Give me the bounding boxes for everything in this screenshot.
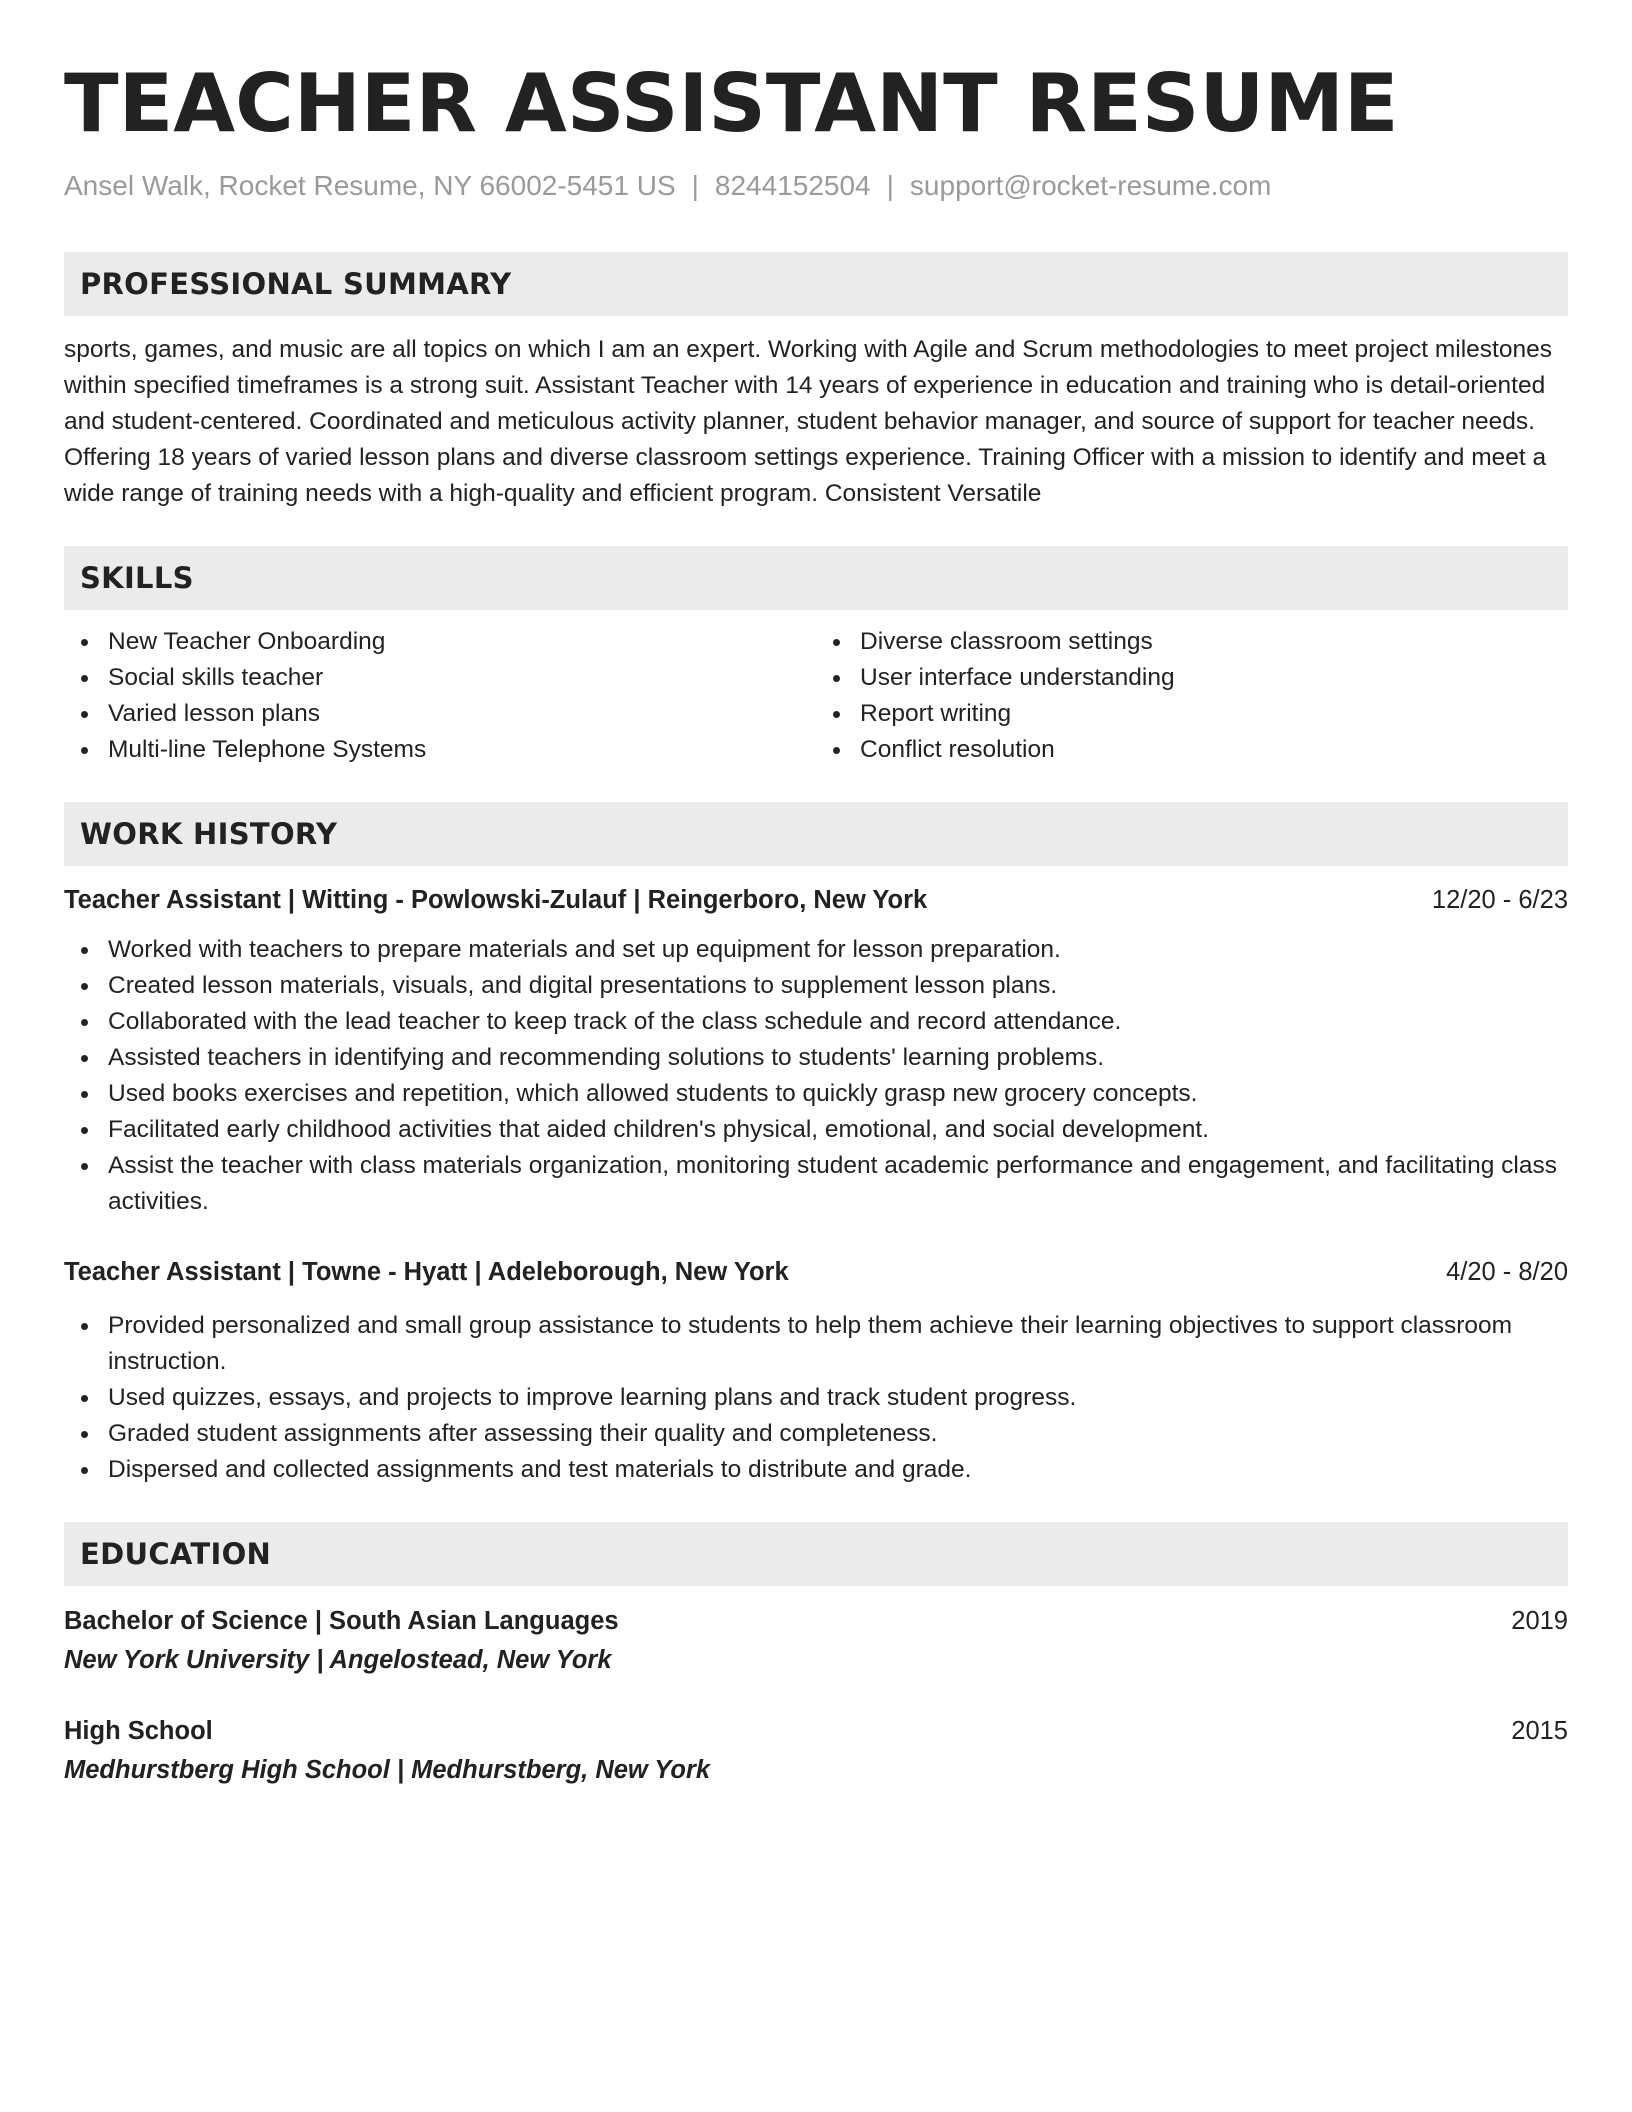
- skills-list-right: [816, 624, 1568, 768]
- job-entry: [64, 882, 1568, 1220]
- contact-separator: |: [691, 170, 699, 201]
- skills-column-right: [816, 624, 1568, 768]
- contact-address: Ansel Walk, Rocket Resume, NY 66002-5451 US: [64, 170, 676, 201]
- resume-title: TEACHER ASSISTANT RESUME: [64, 57, 1399, 150]
- education-year: 2015: [1511, 1717, 1568, 1745]
- skill-item: User interface understanding: [816, 660, 1568, 696]
- skill-item: New Teacher Onboarding: [64, 624, 816, 660]
- skills-column-left: [64, 624, 816, 768]
- skills-list-left: [64, 624, 816, 768]
- job-header: [64, 882, 1568, 918]
- education-header: [64, 1602, 1568, 1640]
- education-year: 2019: [1511, 1607, 1568, 1635]
- education-degree: High School: [64, 1717, 213, 1745]
- job-bullet: Worked with teachers to prepare materials and set up equipment for lesson preparation.: [64, 932, 1568, 968]
- contact-phone: 8244152504: [714, 170, 871, 201]
- contact-line: [64, 168, 1568, 204]
- skill-item: Varied lesson plans: [64, 696, 816, 732]
- education-entry: [64, 1602, 1568, 1680]
- skill-item: Diverse classroom settings: [816, 624, 1568, 660]
- job-bullet: Created lesson materials, visuals, and digital presentations to supplement lesson plans.: [64, 968, 1568, 1004]
- job-bullet: Used quizzes, essays, and projects to improve learning plans and track student progress.: [64, 1380, 1568, 1416]
- education-entry: [64, 1712, 1568, 1790]
- job-dates: 12/20 - 6/23: [1431, 886, 1568, 914]
- skills-grid: [64, 624, 1568, 768]
- job-dates: 4/20 - 8/20: [1446, 1258, 1568, 1286]
- job-bullets: [64, 1308, 1568, 1488]
- job-entry: [64, 1254, 1568, 1488]
- education-school: Medhurstberg High School | Medhurstberg, New York: [64, 1756, 711, 1784]
- section-header-work-history: WORK HISTORY: [64, 802, 1568, 866]
- job-bullet: Provided personalized and small group assistance to students to help them achieve their learning objectives to support classroom instruction.: [64, 1308, 1568, 1380]
- section-header-education: EDUCATION: [64, 1522, 1568, 1586]
- skill-item: Conflict resolution: [816, 732, 1568, 768]
- job-title: Teacher Assistant | Witting - Powlowski-Zulauf | Reingerboro, New York: [64, 886, 928, 914]
- summary-text: sports, games, and music are all topics on which I am an expert. Working with Agile and Scrum methodologies to meet project milestones within specified timeframes is a strong suit. Assistant Teacher with 14 years of experience in education and training who is detail-oriented and student-centered. Coordinated and meticulous activity planner, student behavior manager, and source of support for teacher needs. Offering 18 years of varied lesson plans and diverse classroom settings experience. Training Officer with a mission to identify and meet a wide range of training needs with a high-quality and efficient program. Consistent Versatile: [64, 336, 1552, 507]
- skill-item: Social skills teacher: [64, 660, 816, 696]
- job-bullet: Facilitated early childhood activities that aided children's physical, emotional, and social development.: [64, 1112, 1568, 1148]
- job-bullet: Assisted teachers in identifying and recommending solutions to students' learning problems.: [64, 1040, 1568, 1076]
- education-degree: Bachelor of Science | South Asian Languages: [64, 1607, 619, 1635]
- section-header-summary: PROFESSIONAL SUMMARY: [64, 252, 1568, 316]
- job-bullet: Dispersed and collected assignments and test materials to distribute and grade.: [64, 1452, 1568, 1488]
- skill-item: Multi-line Telephone Systems: [64, 732, 816, 768]
- education-header: [64, 1712, 1568, 1750]
- section-header-skills: SKILLS: [64, 546, 1568, 610]
- contact-separator: |: [886, 170, 894, 201]
- job-bullet: Used books exercises and repetition, which allowed students to quickly grasp new grocery concepts.: [64, 1076, 1568, 1112]
- job-bullet: Assist the teacher with class materials organization, monitoring student academic performance and engagement, and facilitating class activities.: [64, 1148, 1568, 1220]
- contact-email: support@rocket-resume.com: [909, 170, 1272, 201]
- job-title: Teacher Assistant | Towne - Hyatt | Adeleborough, New York: [64, 1258, 789, 1286]
- job-bullet: Collaborated with the lead teacher to keep track of the class schedule and record attendance.: [64, 1004, 1568, 1040]
- skill-item: Report writing: [816, 696, 1568, 732]
- job-bullet: Graded student assignments after assessing their quality and completeness.: [64, 1416, 1568, 1452]
- job-header: [64, 1254, 1568, 1290]
- education-school: New York University | Angelostead, New York: [64, 1646, 612, 1674]
- job-bullets: [64, 932, 1568, 1220]
